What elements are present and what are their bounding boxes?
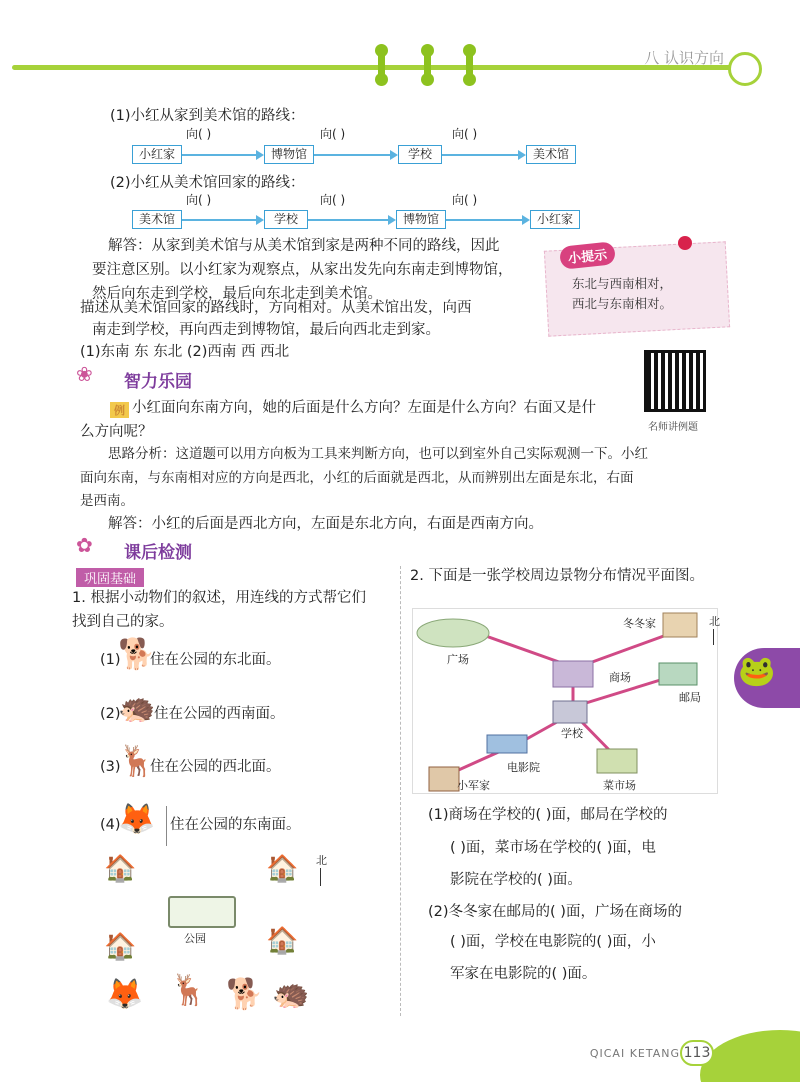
- pushpin-icon: [678, 236, 692, 250]
- item-text: 住在公园的西北面。: [150, 759, 281, 775]
- route2-arrow: [308, 219, 390, 221]
- answer1-line: 要注意区别。以小红家为观察点，从家出发先向东南走到博物馆，: [92, 262, 513, 278]
- route2-box-gallery: 美术馆: [132, 210, 182, 229]
- tip-title: 小提示: [559, 241, 616, 270]
- answer1-line: 解答：从家到美术馆与从美术馆到家是两种不同的路线，因此: [108, 238, 500, 254]
- analysis-line: 思路分析：这道题可以用方向板为工具来判断方向，也可以到室外自己实际观测一下。小红: [108, 446, 648, 462]
- route2-label: (2)小红从美术馆回家的路线：: [110, 175, 305, 191]
- item-text: 住在公园的东北面。: [150, 652, 281, 668]
- deer-icon: 🦌: [170, 973, 208, 1008]
- house-icon: 🏠: [104, 854, 137, 884]
- brain-icon: ❀: [76, 362, 93, 386]
- example-text: 么方向呢？: [80, 424, 153, 440]
- section1-title: 智力乐园: [124, 372, 192, 392]
- sub2-line: (2)冬冬家在邮局的( )面，广场在商场的: [428, 904, 682, 920]
- tip-line: 东北与西南相对，: [572, 276, 673, 291]
- route1-label: (1)小红从家到美术馆的路线：: [110, 108, 305, 124]
- binder-ring: [424, 48, 431, 82]
- right-q2: 2. 下面是一张学校周边景物分布情况平面图。: [410, 568, 704, 584]
- item-num: (2): [100, 706, 121, 722]
- house-icon: 🏠: [104, 932, 137, 962]
- route1-dir-3: 向( ): [452, 127, 478, 141]
- chapter-title: 八 认识方向: [644, 49, 724, 67]
- park-label: 公园: [184, 932, 206, 945]
- sub2-line: ( )面，学校在电影院的( )面，小: [450, 934, 656, 950]
- sub1-line: (1)商场在学校的( )面，邮局在学校的: [428, 807, 668, 823]
- map-north-arrow: [713, 629, 714, 645]
- route1-box-museum: 博物馆: [264, 145, 314, 164]
- map-label: 小军家: [457, 779, 490, 792]
- page-number: 113: [680, 1040, 714, 1066]
- footer-decoration: [700, 1030, 800, 1082]
- example-answer: 解答：小红的后面是西北方向，左面是东北方向，右面是西南方向。: [108, 516, 543, 532]
- route2-arrow: [446, 219, 524, 221]
- map-label: 菜市场: [603, 779, 636, 792]
- answer1-line: 描述从美术馆回家的路线时，方向相对。从美术馆出发，向西: [80, 300, 472, 316]
- subsection-tag: 巩固基础: [76, 568, 144, 587]
- route1-arrow: [442, 154, 520, 156]
- route1-arrow: [182, 154, 258, 156]
- house-icon: 🏠: [266, 926, 299, 956]
- route2-dir-2: 向( ): [320, 193, 346, 207]
- example-tag: 例: [110, 402, 129, 418]
- analysis-line: 是西南。: [80, 493, 134, 509]
- fox-icon: 🦊: [106, 977, 144, 1012]
- item-num: (4): [100, 817, 121, 833]
- item-num: (3): [100, 759, 121, 775]
- answer1-line: (1)东南 东 东北 (2)西南 西 西北: [80, 344, 290, 360]
- hedgehog-icon: 🦔: [118, 691, 156, 726]
- binder-ring: [466, 48, 473, 82]
- north-label: 北: [316, 854, 327, 867]
- section2-title: 课后检测: [124, 543, 192, 563]
- map-roads: [413, 609, 719, 795]
- footer-brand: QICAI KETANG: [589, 1047, 680, 1060]
- map-label: 邮局: [679, 691, 701, 704]
- sub1-line: ( )面，菜市场在学校的( )面，电: [450, 840, 656, 856]
- sub2-line: 军家在电影院的( )面。: [450, 966, 597, 982]
- route1-box-home: 小红家: [132, 145, 182, 164]
- header-rule: [12, 65, 742, 70]
- map-image: [412, 608, 718, 794]
- left-q1: 1. 根据小动物们的叙述，用连线的方式帮它们: [72, 590, 366, 606]
- deer-icon: 🦌: [118, 744, 156, 779]
- route2-dir-3: 向( ): [452, 193, 478, 207]
- map-label: 商场: [609, 671, 631, 684]
- line-marker: [166, 806, 167, 846]
- house-icon: 🏠: [266, 854, 299, 884]
- tip-line: 西北与东南相对。: [572, 296, 673, 311]
- route2-arrow: [182, 219, 258, 221]
- binder-ring: [378, 48, 385, 82]
- north-arrow: [320, 868, 321, 886]
- route2-dir-1: 向( ): [186, 193, 212, 207]
- route1-arrow: [314, 154, 392, 156]
- dog-icon: 🐕: [226, 977, 264, 1012]
- answer1-line: 然后向东走到学校，最后向东北走到美术馆。: [92, 286, 382, 302]
- item-text: 住在公园的东南面。: [170, 817, 301, 833]
- sub1-line: 影院在学校的( )面。: [450, 872, 582, 888]
- qr-code-icon[interactable]: [644, 350, 706, 412]
- route1-box-gallery: 美术馆: [526, 145, 576, 164]
- item-text: 住在公园的西南面。: [154, 706, 285, 722]
- route2-box-home: 小红家: [530, 210, 580, 229]
- mascot-icon: [728, 52, 762, 86]
- frog-icon: 🐸: [738, 654, 776, 689]
- route2-box-school: 学校: [264, 210, 308, 229]
- column-divider: [400, 566, 401, 1016]
- map-label: 学校: [561, 727, 583, 740]
- check-icon: ✿: [76, 533, 93, 557]
- answer1-line: 南走到学校，再向西走到博物馆，最后向西北走到家。: [92, 322, 440, 338]
- dog-icon: 🐕: [118, 637, 156, 672]
- park-gate: [168, 896, 236, 928]
- hedgehog-icon: 🦔: [272, 977, 310, 1012]
- qr-label: 名师讲例题: [648, 422, 698, 433]
- map-label: 电影院: [507, 761, 540, 774]
- item-num: (1): [100, 652, 121, 668]
- route2-box-museum: 博物馆: [396, 210, 446, 229]
- tip-text: [572, 274, 672, 314]
- route1-dir-2: 向( ): [320, 127, 346, 141]
- left-q1: 找到自己的家。: [72, 614, 174, 630]
- map-north-label: 北: [709, 615, 720, 628]
- analysis-line: 面向东南，与东南相对应的方向是西北，小红的后面就是西北，从而辨别出左面是东北，右面: [80, 470, 634, 486]
- map-label: 冬冬家: [623, 617, 656, 630]
- fox-icon: 🦊: [118, 802, 156, 837]
- route1-box-school: 学校: [398, 145, 442, 164]
- route1-dir-1: 向( ): [186, 127, 212, 141]
- example-text: 小红面向东南方向，她的后面是什么方向？左面是什么方向？右面又是什: [132, 400, 596, 416]
- map-label: 广场: [447, 653, 469, 666]
